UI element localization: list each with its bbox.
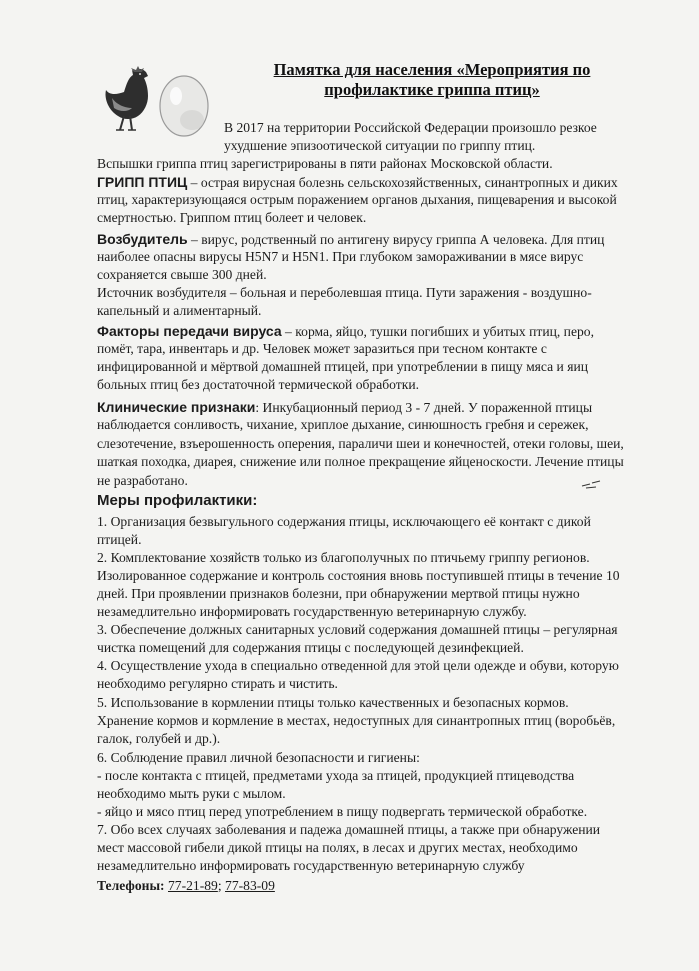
signs-text-1: : Инкубационный период 3 - 7 дней. У пораженной птицы <box>255 400 593 415</box>
prevention-7a: 7. Обо всех случаях заболевания и падежа домашней птицы, а также при обнаружении <box>97 822 601 837</box>
prevention-7c: незамедлительно информировать государственную ветеринарную службу <box>97 858 525 873</box>
transmission-line-2: помёт, тара, инвентарь и др. Человек может заразиться при тесном контакте с <box>97 341 547 356</box>
phone-number-1[interactable]: 77-21-89 <box>168 878 218 893</box>
agent-line-3: сохраняется свыше 300 дней. <box>97 267 267 282</box>
prevention-5a: 5. Использование в кормлении птицы только качественных и безопасных кормов. <box>97 695 569 710</box>
hen-icon <box>106 66 149 130</box>
signs-line-2: наблюдается сонливость, чихание, хриплое дыхание, синюшность гребня и сережек, <box>97 417 589 432</box>
agent-text-1: – вирус, родственный по антигену вирусу гриппа А человека. Для птиц <box>187 232 605 247</box>
definition-line-2: птиц, характеризующаяся острым поражением органов дыхания, пищеварения и высокой <box>97 192 617 207</box>
agent-heading: Возбудитель <box>97 231 188 247</box>
prevention-heading: Меры профилактики: <box>97 492 258 509</box>
agent-line-5: капельный и алиментарный. <box>97 303 262 318</box>
prevention-4a: 4. Осуществление ухода в специально отведенной для этой цели одежде и обуви, которую <box>97 658 619 673</box>
intro-line-3: Вспышки гриппа птиц зарегистрированы в пяти районах Московской области. <box>97 156 553 171</box>
prevention-4b: необходимо регулярно стирать и чистить. <box>97 676 338 691</box>
definition-line-3: смертностью. Гриппом птиц болеет и человек. <box>97 210 367 225</box>
page-title <box>246 60 618 100</box>
prevention-1a: 1. Организация безвыгульного содержания птицы, исключающего её контакт с дикой <box>97 514 591 529</box>
title-line-1: Памятка для населения «Мероприятия по <box>273 60 591 79</box>
transmission-line-3: инфицированной и мёртвой домашней птицей, при употреблении в пищу мяса и яиц <box>97 359 589 374</box>
phones-comma: ; <box>217 878 226 893</box>
title-line-2: профилактике гриппа птиц» <box>324 80 540 99</box>
agent-line-4: Источник возбудителя – больная и переболевшая птица. Пути заражения - воздушно- <box>97 285 592 300</box>
signs-line-5: не разработано. <box>97 473 188 488</box>
prevention-1b: птицей. <box>97 532 142 547</box>
intro-line-1: В 2017 на территории Российской Федерации произошло резкое <box>224 120 597 135</box>
prevention-2d: незамедлительно информировать государственную ветеринарную службу. <box>97 604 527 619</box>
prevention-3a: 3. Обеспечение должных санитарных условий содержания домашней птицы – регулярная <box>97 622 618 637</box>
chicken-and-egg-icon <box>98 58 226 144</box>
intro-line-2: ухудшение эпизоотической ситуации по гриппу птиц. <box>224 138 536 153</box>
transmission-line-1 <box>97 322 594 341</box>
prevention-5b: Хранение кормов и кормление в местах, недоступных для синантропных птиц (воробьёв, <box>97 713 616 728</box>
prevention-6c: необходимо мыть руки с мылом. <box>97 786 286 801</box>
prevention-6b: - после контакта с птицей, предметами ухода за птицей, продукцией птицеводства <box>97 768 575 783</box>
transmission-line-4: больных птиц без достаточной термической обработки. <box>97 377 420 392</box>
pen-mark <box>580 478 602 490</box>
signs-line-1 <box>97 398 592 417</box>
phones-line <box>97 877 275 895</box>
agent-line-1 <box>97 230 604 249</box>
signs-line-3: слезотечение, взъерошенность оперения, параличи шеи и конечностей, отеки головы, шеи, <box>97 436 624 451</box>
agent-line-2: наиболее опасны вирусы H5N7 и H5N1. При глубоком замораживании в мясе вирус <box>97 249 584 264</box>
prevention-2a: 2. Комплектование хозяйств только из благополучных по птичьему гриппу регионов. <box>97 550 590 565</box>
phones-label: Телефоны: <box>97 878 165 893</box>
prevention-5c: галок, голубей и др.). <box>97 731 221 746</box>
prevention-6a: 6. Соблюдение правил личной безопасности и гигиены: <box>97 750 420 765</box>
definition-heading: ГРИПП ПТИЦ <box>97 174 188 190</box>
signs-heading: Клинические признаки <box>97 399 256 415</box>
definition-text-1: – острая вирусная болезнь сельскохозяйственных, синантропных и диких <box>187 175 618 190</box>
definition-line-1 <box>97 173 618 192</box>
prevention-2b: Изолированное содержание и контроль состояния вновь поступившей птицы в течение 10 <box>97 568 620 583</box>
prevention-2c: дней. При проявлении признаков болезни, при обнаружении мертвой птицы нужно <box>97 586 580 601</box>
transmission-heading: Факторы передачи вируса <box>97 323 282 339</box>
signs-line-4: шаткая походка, диарея, снижение или полное прекращение яйценоскости. Лечение птицы <box>97 454 624 469</box>
egg-icon <box>160 76 208 136</box>
transmission-text-1: – корма, яйцо, тушки погибших и убитых птиц, перо, <box>281 324 594 339</box>
prevention-3b: чистка помещений для содержания птицы с последующей дезинфекцией. <box>97 640 524 655</box>
prevention-7b: мест массовой гибели дикой птицы на полях, в лесах и других местах, необходимо <box>97 840 578 855</box>
prevention-6d: - яйцо и мясо птиц перед употреблением в пищу подвергать термической обработке. <box>97 804 588 819</box>
phone-number-2[interactable]: 77-83-09 <box>225 878 275 893</box>
